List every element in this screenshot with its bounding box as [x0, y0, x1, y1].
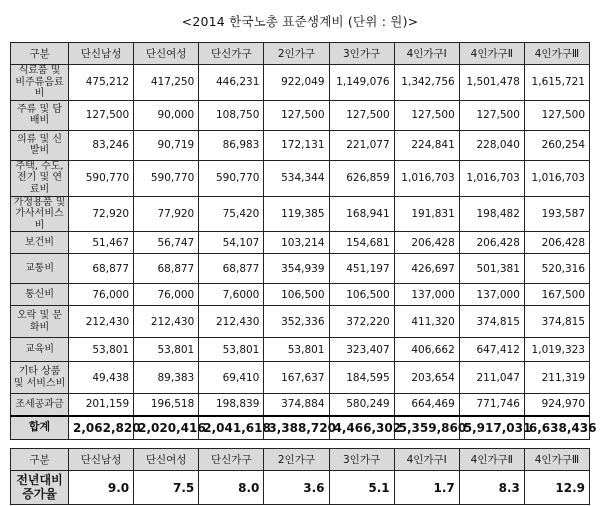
- table-cell: 417,250: [134, 65, 199, 101]
- total-cell: 5,359,860: [394, 416, 459, 440]
- table-row: [11, 362, 590, 394]
- table-cell: 372,220: [329, 306, 394, 338]
- table-cell: 7,6000: [199, 284, 264, 306]
- table-cell: 83,246: [69, 130, 134, 160]
- table-cell: 451,197: [329, 254, 394, 284]
- table-cell: 260,254: [524, 130, 589, 160]
- table-cell: 203,654: [394, 362, 459, 394]
- total-row: [11, 416, 590, 440]
- growth-header-four-person-3: 4인가구Ⅲ: [524, 449, 589, 471]
- growth-header-four-person-1: 4인가구Ⅰ: [394, 449, 459, 471]
- total-cell: 5,917,031: [459, 416, 524, 440]
- table-cell: 106,500: [264, 284, 329, 306]
- table-cell: 51,467: [69, 232, 134, 254]
- header-corner: 구분: [11, 43, 69, 65]
- table-cell: 127,500: [264, 100, 329, 130]
- table-cell: 127,500: [524, 100, 589, 130]
- growth-header-corner: 구분: [11, 449, 69, 471]
- table-cell: 590,770: [69, 160, 134, 196]
- growth-cell: 8.3: [459, 471, 524, 505]
- table-cell: 647,412: [459, 338, 524, 362]
- table-cell: 54,107: [199, 232, 264, 254]
- table-row: [11, 100, 590, 130]
- table-cell: 406,662: [394, 338, 459, 362]
- total-label: 합계: [11, 416, 69, 440]
- row-label: 조세공과금: [11, 394, 69, 416]
- table-cell: 127,500: [69, 100, 134, 130]
- table-cell: 53,801: [199, 338, 264, 362]
- table-cell: 590,770: [134, 160, 199, 196]
- total-cell: 6,638,436: [524, 416, 589, 440]
- table-cell: 53,801: [69, 338, 134, 362]
- table-cell: 89,383: [134, 362, 199, 394]
- table-cell: 924,970: [524, 394, 589, 416]
- table-cell: 1,149,076: [329, 65, 394, 101]
- header-four-person-1: 4인가구Ⅰ: [394, 43, 459, 65]
- table-cell: 374,884: [264, 394, 329, 416]
- table-cell: 77,920: [134, 196, 199, 232]
- total-cell: 2,062,820: [69, 416, 134, 440]
- table-cell: 198,482: [459, 196, 524, 232]
- table-cell: 1,019,323: [524, 338, 589, 362]
- table-cell: 1,016,703: [524, 160, 589, 196]
- growth-header-two-person: 2인가구: [264, 449, 329, 471]
- table-cell: 228,040: [459, 130, 524, 160]
- table-cell: 198,839: [199, 394, 264, 416]
- table-cell: 53,801: [134, 338, 199, 362]
- table-cell: 127,500: [394, 100, 459, 130]
- table-cell: 127,500: [329, 100, 394, 130]
- table-cell: 196,518: [134, 394, 199, 416]
- header-four-person-3: 4인가구Ⅲ: [524, 43, 589, 65]
- table-cell: 206,428: [459, 232, 524, 254]
- table-cell: 76,000: [134, 284, 199, 306]
- table-row: [11, 306, 590, 338]
- table-row: [11, 254, 590, 284]
- table-cell: 137,000: [394, 284, 459, 306]
- table-cell: 168,941: [329, 196, 394, 232]
- table-cell: 1,016,703: [459, 160, 524, 196]
- table-cell: 184,595: [329, 362, 394, 394]
- header-four-person-2: 4인가구Ⅱ: [459, 43, 524, 65]
- table-cell: 72,920: [69, 196, 134, 232]
- table-cell: 56,747: [134, 232, 199, 254]
- total-cell: 3,388,720: [264, 416, 329, 440]
- growth-header-four-person-2: 4인가구Ⅱ: [459, 449, 524, 471]
- table-cell: 520,316: [524, 254, 589, 284]
- table-cell: 501,381: [459, 254, 524, 284]
- table-cell: 76,000: [69, 284, 134, 306]
- row-label: 교통비: [11, 254, 69, 284]
- table-cell: 68,877: [134, 254, 199, 284]
- table-cell: 374,815: [524, 306, 589, 338]
- table-cell: 664,469: [394, 394, 459, 416]
- total-cell: 4,466,302: [329, 416, 394, 440]
- table-row: [11, 130, 590, 160]
- total-cell: 2,041,618: [199, 416, 264, 440]
- table-row: [11, 65, 590, 101]
- table-cell: 68,877: [69, 254, 134, 284]
- table-cell: 354,939: [264, 254, 329, 284]
- growth-cell: 7.5: [134, 471, 199, 505]
- table-cell: 771,746: [459, 394, 524, 416]
- table-cell: 590,770: [199, 160, 264, 196]
- table-row: [11, 394, 590, 416]
- row-label: 보건비: [11, 232, 69, 254]
- table-cell: 475,212: [69, 65, 134, 101]
- table-cell: 172,131: [264, 130, 329, 160]
- table-cell: 90,719: [134, 130, 199, 160]
- table-cell: 103,214: [264, 232, 329, 254]
- table-cell: 127,500: [459, 100, 524, 130]
- growth-cell: 9.0: [69, 471, 134, 505]
- table-cell: 221,077: [329, 130, 394, 160]
- row-label: 교육비: [11, 338, 69, 362]
- table-cell: 154,681: [329, 232, 394, 254]
- table-cell: 446,231: [199, 65, 264, 101]
- header-two-person: 2인가구: [264, 43, 329, 65]
- growth-cell: 1.7: [394, 471, 459, 505]
- table-cell: 212,430: [199, 306, 264, 338]
- table-cell: 206,428: [394, 232, 459, 254]
- growth-header-three-person: 3인가구: [329, 449, 394, 471]
- table-row: [11, 284, 590, 306]
- header-single-household: 단신가구: [199, 43, 264, 65]
- growth-cell: 12.9: [524, 471, 589, 505]
- table-cell: 922,049: [264, 65, 329, 101]
- table-cell: 1,342,756: [394, 65, 459, 101]
- table-cell: 352,336: [264, 306, 329, 338]
- standard-cost-of-living-table: [10, 42, 597, 440]
- table-cell: 75,420: [199, 196, 264, 232]
- growth-row-label: 전년대비 증가율: [11, 471, 69, 505]
- table-cell: 69,410: [199, 362, 264, 394]
- row-label: 주류 및 담배비: [11, 100, 69, 130]
- table-cell: 90,000: [134, 100, 199, 130]
- table-cell: 49,438: [69, 362, 134, 394]
- table-cell: 580,249: [329, 394, 394, 416]
- table-cell: 201,159: [69, 394, 134, 416]
- table-row: [11, 338, 590, 362]
- table-cell: 86,983: [199, 130, 264, 160]
- table-cell: 1,615,721: [524, 65, 589, 101]
- growth-rate-row: [11, 471, 590, 505]
- table-cell: 426,697: [394, 254, 459, 284]
- table-cell: 211,047: [459, 362, 524, 394]
- row-label: 가정용품 및 가사서비스비: [11, 196, 69, 232]
- row-label: 기타 상품 및 서비스비: [11, 362, 69, 394]
- growth-header-single-female: 단신여성: [134, 449, 199, 471]
- table-cell: 167,637: [264, 362, 329, 394]
- growth-header-single-male: 단신남성: [69, 449, 134, 471]
- table-cell: 53,801: [264, 338, 329, 362]
- table-cell: 323,407: [329, 338, 394, 362]
- row-label: 의류 및 신발비: [11, 130, 69, 160]
- row-label: 오락 및 문화비: [11, 306, 69, 338]
- growth-header-single-household: 단신가구: [199, 449, 264, 471]
- growth-cell: 3.6: [264, 471, 329, 505]
- table-cell: 137,000: [459, 284, 524, 306]
- table-cell: 191,831: [394, 196, 459, 232]
- table-cell: 119,385: [264, 196, 329, 232]
- table-cell: 68,877: [199, 254, 264, 284]
- table-cell: 411,320: [394, 306, 459, 338]
- table-row: [11, 160, 590, 196]
- table-cell: 206,428: [524, 232, 589, 254]
- table-cell: 108,750: [199, 100, 264, 130]
- table-cell: 212,430: [134, 306, 199, 338]
- table-row: [11, 232, 590, 254]
- header-row: [11, 43, 590, 65]
- table-row: [11, 196, 590, 232]
- table-cell: 374,815: [459, 306, 524, 338]
- table-cell: 193,587: [524, 196, 589, 232]
- row-label: 주택, 수도, 전기 및 연료비: [11, 160, 69, 196]
- total-cell: 2,020,416: [134, 416, 199, 440]
- table-cell: 224,841: [394, 130, 459, 160]
- table-cell: 626,859: [329, 160, 394, 196]
- table-cell: 211,319: [524, 362, 589, 394]
- row-label: 통신비: [11, 284, 69, 306]
- growth-rate-table: [10, 448, 590, 505]
- table-cell: 1,501,478: [459, 65, 524, 101]
- header-single-male: 단신남성: [69, 43, 134, 65]
- table-cell: 1,016,703: [394, 160, 459, 196]
- growth-cell: 8.0: [199, 471, 264, 505]
- header-single-female: 단신여성: [134, 43, 199, 65]
- growth-cell: 5.1: [329, 471, 394, 505]
- table-cell: 212,430: [69, 306, 134, 338]
- table-cell: 106,500: [329, 284, 394, 306]
- growth-header-row: [11, 449, 590, 471]
- table-title: <2014 한국노총 표준생계비 (단위 : 원)>: [181, 14, 419, 29]
- table-cell: 534,344: [264, 160, 329, 196]
- row-label: 식료품 및 비주류음료비: [11, 65, 69, 101]
- table-cell: 167,500: [524, 284, 589, 306]
- header-three-person: 3인가구: [329, 43, 394, 65]
